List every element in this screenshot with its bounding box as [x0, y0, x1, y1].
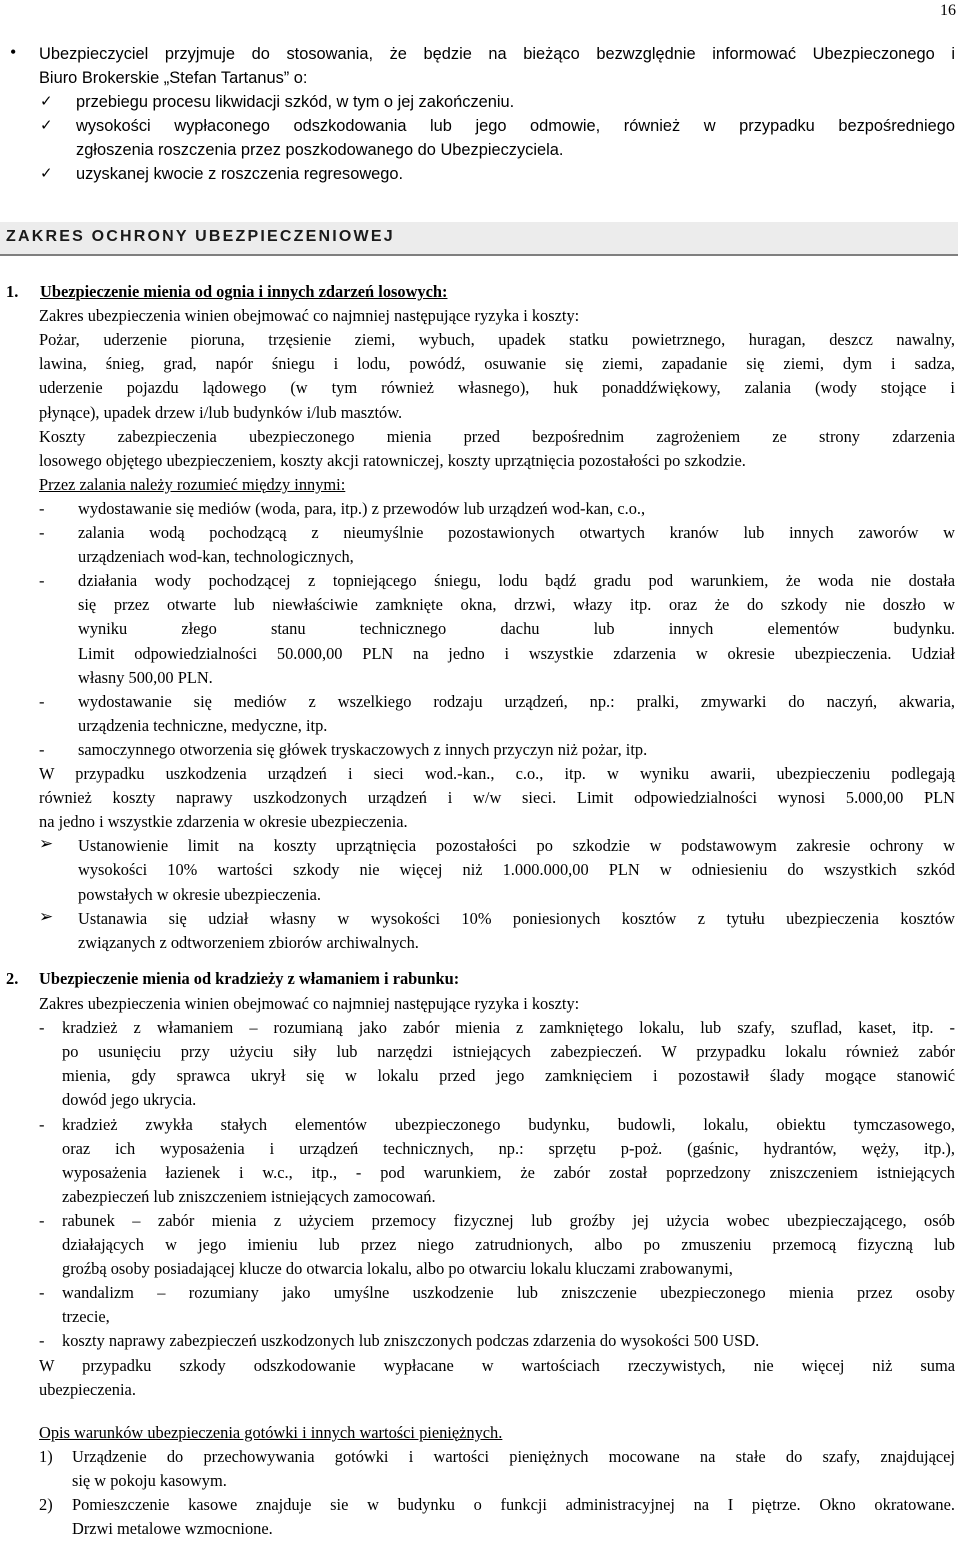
flood-dash-item-line: własny 500,00 PLN. — [78, 667, 213, 687]
section-1-after-line: również koszty naprawy uszkodzonych urządzeń i w/w sieci. Limit odpowiedzialności wynosi 5.000,00 PLN — [39, 788, 955, 808]
section-2-after-line: ubezpieczenia. — [39, 1379, 136, 1399]
dash-bullet: - — [39, 691, 45, 711]
intro-check-item: uzyskanej kwocie z roszczenia regresowego. — [76, 165, 404, 183]
section-header-title: ZAKRES OCHRONY UBEZPIECZENIOWEJ — [6, 228, 395, 245]
checkmark-icon: ✓ — [40, 116, 53, 134]
checkmark-icon: ✓ — [40, 92, 53, 110]
checkmark-icon: ✓ — [40, 164, 53, 182]
section-2-intro: Zakres ubezpieczenia winien obejmować co najmniej następujące ryzyka i koszty: — [39, 994, 580, 1013]
theft-dash-item-line: wandalizm – rozumiany jako umyślne uszkodzenie lub zniszczenie ubezpieczonego mienia przez osoby — [62, 1283, 955, 1303]
theft-dash-item-line: po usunięciu przy użyciu siły lub narzędzi istniejących zabezpieczeń. W przypadku lokalu również zabór — [62, 1042, 955, 1062]
numbered-item-number: 2) — [39, 1495, 53, 1514]
section-1-text-line: Koszty zabezpieczenia ubezpieczonego mienia przed bezpośrednim zagrożeniem ze strony zdarzenia — [39, 426, 955, 446]
dash-bullet: - — [39, 1018, 45, 1038]
page-number: 16 — [940, 2, 956, 19]
intro-check-item: wysokości wypłaconego odszkodowania lub jego odmowie, również w przypadku bezpośredniego — [76, 117, 955, 135]
section-header — [0, 222, 958, 256]
theft-dash-item-line: kradzież z włamaniem – rozumianą jako zabór mienia z zamkniętego lokalu, lub szafy, szuflad, kaset, itp. - — [62, 1018, 955, 1038]
dash-bullet: - — [39, 739, 45, 759]
flood-dash-item-line: wydostawanie się mediów z wszelkiego rodzaju urządzeń, np.: pralki, zmywarki do naczyń, akwaria, — [78, 691, 955, 711]
arrow-item-line: powstałych w okresie ubezpieczenia. — [78, 884, 322, 904]
flood-dash-item-line: się przez otwarte lub niewłaściwie zamknięte okna, drzwi, włazy itp. oraz że do szkody nie doszło w — [78, 595, 955, 615]
theft-dash-item-line: wyposażenia łazienek i w.c., itp., - pod warunkiem, że zabór został poprzedzony zniszczeniem istniejących — [62, 1162, 955, 1182]
theft-dash-item-line: dowód jego ukrycia. — [62, 1090, 197, 1110]
intro-check-item: zgłoszenia roszczenia przez poszkodowanego do Ubezpieczyciela. — [76, 141, 564, 159]
flood-dash-item-line: zalania wodą pochodzącą z nieumyślnie pozostawionych otwartych kranów lub innych zaworów w — [78, 523, 955, 542]
numbered-item-line: Urządzenie do przechowywania gotówki i wartości pieniężnych mocowane na stałe do szafy, znajdującej — [72, 1446, 955, 1466]
dash-bullet: - — [39, 1210, 45, 1230]
theft-dash-item-line: rabunek – zabór mienia z użyciem przemocy fizycznej lub groźby jej użycia wobec ubezpieczającego, osób — [62, 1210, 955, 1230]
flood-dash-item-line: wyniku złego stanu technicznego dachu lub innych elementów budynku. — [78, 619, 955, 639]
cash-conditions-title: Opis warunków ubezpieczenia gotówki i innych wartości pieniężnych. — [39, 1422, 503, 1442]
numbered-item-line: się w pokoju kasowym. — [72, 1470, 227, 1490]
dash-bullet: - — [39, 498, 45, 518]
theft-dash-item-line: oraz ich wyposażenia i urządzeń technicznych, np.: sprzętu p-poż. (gaśnic, hydrantów, węży, itp.), — [62, 1138, 955, 1158]
arrow-bullet-icon: ➢ — [39, 834, 54, 855]
theft-dash-item-line: zabezpieczeń lub zniszczeniem istniejących zamocowań. — [62, 1186, 436, 1206]
flood-dash-item-line: Limit odpowiedzialności 50.000,00 PLN na jedno i wszystkie zdarzenia w okresie ubezpieczenia. Udział — [78, 643, 955, 663]
flood-dash-item-line: samoczynnego otworzenia się główek tryskaczowych z innych przyczyn niż pożar, itp. — [78, 739, 648, 759]
arrow-item-line: Ustanowienie limit na koszty uprzątnięcia pozostałości po szkodzie w podstawowym zakresie ochrony w — [78, 836, 955, 856]
arrow-item-line: wysokości 10% wartości szkody nie więcej niż 1.000.000,00 PLN w odniesieniu do wszystkich szkód — [78, 860, 955, 880]
theft-dash-item-line: mienia, gdy sprawca ukrył się w lokalu przed jego zamknięciem i pozostawił ślady mogące stanowić — [62, 1066, 955, 1086]
dash-bullet: - — [39, 1283, 45, 1303]
numbered-item-line: Pomieszczenie kasowe znajduje sie w budynku o funkcji administracyjnej na I piętrze. Okno okratowane. — [72, 1495, 955, 1514]
flood-dash-item-line: działania wody pochodzącej z topniejącego śniegu, lodu bądź gradu pod warunkiem, że woda nie dostała — [78, 571, 955, 591]
section-1-text-line: Zakres ubezpieczenia winien obejmować co najmniej następujące ryzyka i koszty: — [39, 306, 580, 326]
intro-check-item: przebiegu procesu likwidacji szkód, w tym o jej zakończeniu. — [76, 93, 515, 111]
arrow-bullet-icon: ➢ — [39, 906, 54, 927]
section-1-title: Ubezpieczenie mienia od ognia i innych zdarzeń losowych: — [40, 282, 448, 301]
section-2-title: Ubezpieczenie mienia od kradzieży z włamaniem i rabunku: — [39, 969, 460, 988]
bullet-dot-icon: • — [10, 42, 17, 62]
flood-dash-item-line: urządzenia techniczne, medyczne, itp. — [78, 715, 328, 735]
intro-text-line: Biuro Brokerskie „Stefan Tartanus” o: — [39, 69, 308, 87]
flood-dash-item-line: wydostawanie się mediów (woda, para, itp.) z przewodów lub urządzeń wod-kan, c.o., — [78, 498, 646, 518]
intro-text-line: Ubezpieczyciel przyjmuje do stosowania, że będzie na bieżąco bezwzględnie informować Ubezpieczonego i — [39, 45, 955, 63]
numbered-item-number: 1) — [39, 1446, 53, 1466]
section-1-number: 1. — [6, 282, 19, 301]
section-1-text-line: uderzenie pojazdu lądowego (w tym również własnego), huk ponaddźwiękowy, zalania (wody stojące i — [39, 378, 955, 398]
section-1-text-line: losowego objętego ubezpieczeniem, koszty akcji ratowniczej, koszty uprzątnięcia pozostałości po szkodzie. — [39, 450, 746, 470]
section-2-number: 2. — [6, 969, 19, 988]
numbered-item-line: Drzwi metalowe wzmocnione. — [72, 1519, 273, 1539]
arrow-item-line: Ustanawia się udział własny w wysokości 10% poniesionych kosztów z tytułu ubezpieczenia kosztów — [78, 908, 955, 928]
theft-dash-item-line: działających w jego imieniu lub przez niego zatrudnionych, albo po zmuszeniu przemocą fizyczną lub — [62, 1235, 955, 1254]
flood-definition-title: Przez zalania należy rozumieć między innymi: — [39, 474, 346, 494]
theft-dash-item-line: koszty naprawy zabezpieczeń uszkodzonych lub zniszczonych podczas zdarzenia do wysokości 500 USD. — [62, 1331, 760, 1351]
dash-bullet: - — [39, 571, 45, 591]
section-1-after-line: na jedno i wszystkie zdarzenia w okresie ubezpieczenia. — [39, 812, 408, 832]
dash-bullet: - — [39, 1114, 45, 1134]
dash-bullet: - — [39, 1331, 45, 1351]
section-1-text-line: lawina, śnieg, grad, napór śniegu i lodu, powódź, osuwanie się ziemi, zapadanie się ziemi, dym i sadza, — [39, 354, 955, 374]
theft-dash-item-line: trzecie, — [62, 1307, 110, 1327]
section-1-text-line: Pożar, uderzenie pioruna, trzęsienie ziemi, wybuch, upadek statku powietrznego, huragan, deszcz nawalny, — [39, 330, 955, 350]
section-1-after-line: W przypadku uszkodzenia urządzeń i sieci wod.-kan., c.o., itp. w wyniku awarii, ubezpieczeniu podlegają — [39, 764, 955, 783]
theft-dash-item-line: kradzież zwykła stałych elementów ubezpieczonego budynku, budowli, lokalu, obiektu tymczasowego, — [62, 1114, 955, 1134]
arrow-item-line: związanych z odtworzeniem zbiorów archiwalnych. — [78, 932, 419, 952]
theft-dash-item-line: groźbą osoby posiadającej klucze do otwarcia lokalu, albo po otwarciu lokalu kluczami zrabowanymi, — [62, 1259, 733, 1279]
section-1-text-line: płynące), upadek drzew i/lub budynków i/lub masztów. — [39, 402, 403, 422]
section-2-after-line: W przypadku szkody odszkodowanie wypłacane w wartościach rzeczywistych, nie więcej niż suma — [39, 1355, 955, 1375]
dash-bullet: - — [39, 523, 45, 542]
flood-dash-item-line: urządzeniach wod-kan, technologicznych, — [78, 547, 354, 567]
